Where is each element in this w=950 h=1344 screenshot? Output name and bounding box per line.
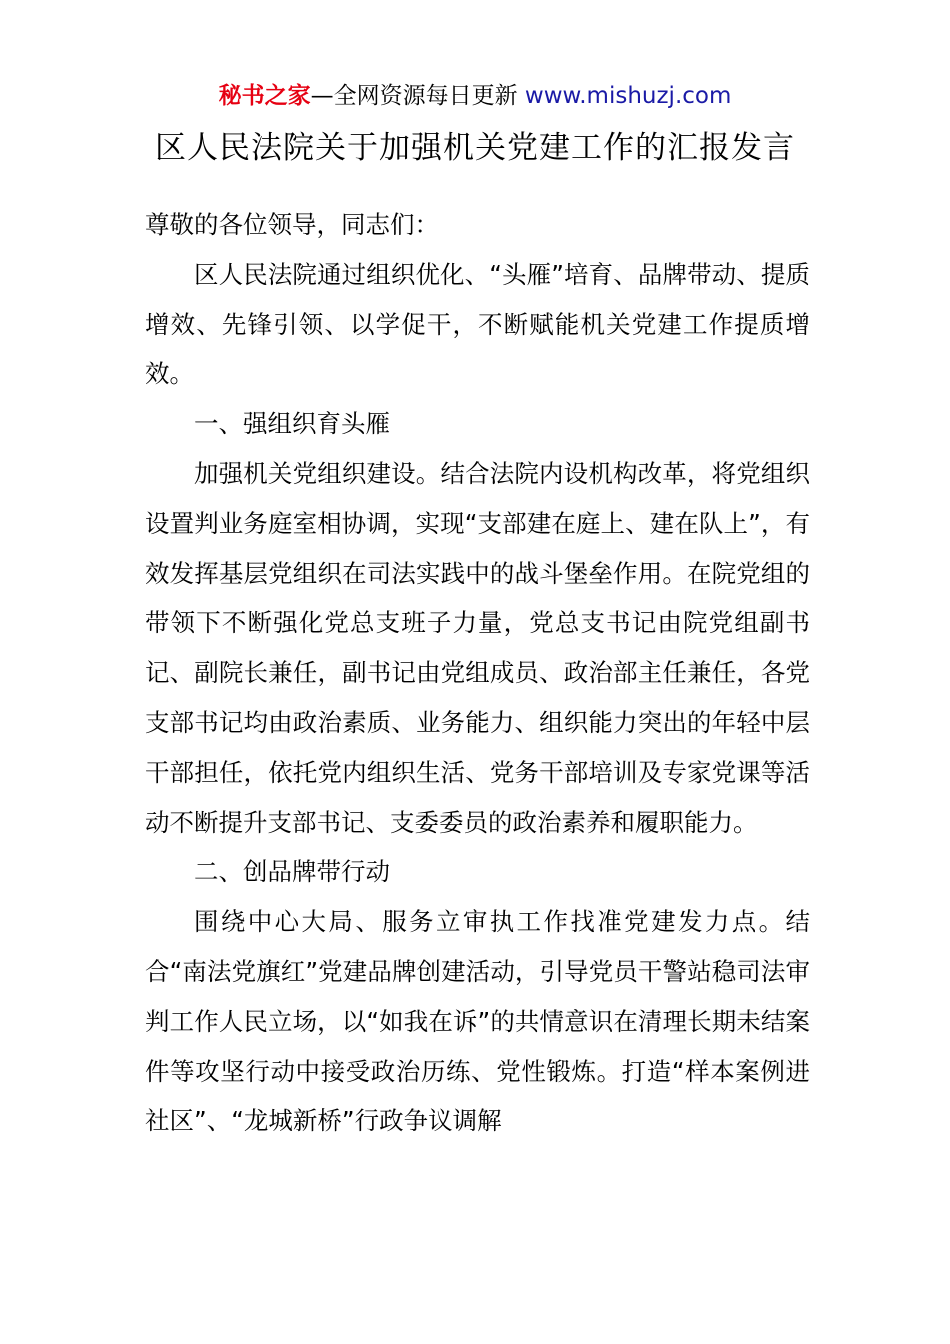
header-tagline: —全网资源每日更新 — [310, 83, 525, 109]
section-heading-2: 二、创品牌带行动 — [194, 857, 390, 887]
section-heading-1: 一、强组织育头雁 — [194, 409, 390, 439]
site-header — [0, 80, 950, 112]
brand-name: 秘书之家 — [218, 83, 311, 109]
section-1-paragraph: 加强机关党组织建设。结合法院内设机构改革，将党组织设置判业务庭室相协调，实现“支部建在庭上、建在队上”，有效发挥基层党组织在司法实践中的战斗堡垒作用。在院党组的带领下不断强化党总支班子力量，党总支书记由院党组副书记、副院长兼任，副书记由党组成员、政治部主任兼任，各党支部书记均由政治素质、业务能力、组织能力突出的年轻中层干部担任，依托党内组织生活、党务干部培训及专家党课等活动不断提升支部书记、支委委员的政治素养和履职能力。 — [145, 458, 810, 837]
intro-paragraph: 区人民法院通过组织优化、“头雁”培育、品牌带动、提质增效、先锋引领、以学促干，不断赋能机关党建工作提质增效。 — [145, 259, 810, 389]
salutation: 尊敬的各位领导，同志们： — [145, 210, 439, 239]
document-body — [145, 200, 810, 1146]
section-2-paragraph: 围绕中心大局、服务立审执工作找准党建发力点。结合“南法党旗红”党建品牌创建活动，引导党员干警站稳司法审判工作人民立场，以“如我在诉”的共情意识在清理长期未结案件等攻坚行动中接受政治历练、党性锻炼。打造“样本案例进社区”、“龙城新桥”行政争议调解 — [145, 907, 810, 1136]
site-url[interactable]: www.mishuzj.com — [524, 83, 732, 109]
document-title: 区人民法院关于加强机关党建工作的汇报发言 — [155, 130, 795, 166]
